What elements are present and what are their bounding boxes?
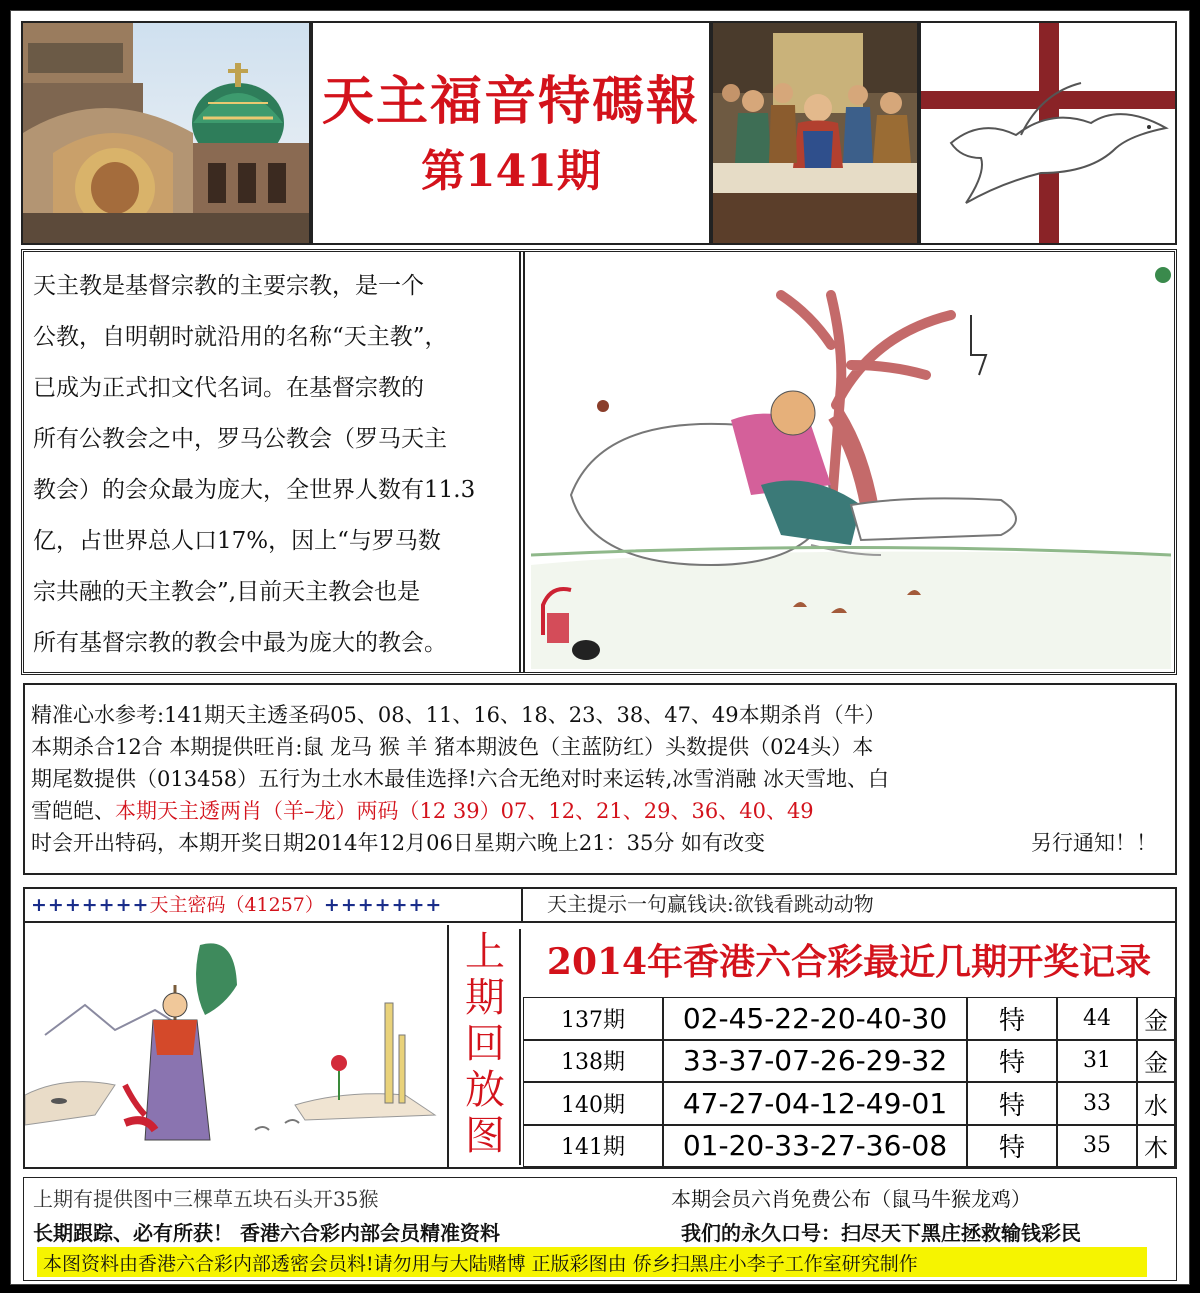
record-special-cell: 31 <box>1057 1040 1137 1083</box>
reference-line-1: 精准心水参考:141期天主透圣码05、08、11、16、18、23、38、47、49本期杀肖（牛） <box>31 703 886 727</box>
record-issue-cell: 141期 <box>523 1125 663 1168</box>
record-special-label-cell: 特 <box>967 997 1057 1040</box>
reference-line-4 <box>31 795 814 827</box>
tip-text: 天主提示一句赢钱诀:欲钱看跳动动物 <box>547 892 874 916</box>
reference-line-4-prefix: 雪皑皑、 <box>31 799 115 823</box>
intro-line: 已成为正式扣文代名词。在基督宗教的 <box>33 375 424 401</box>
secret-plus-right: +++++++ <box>323 894 443 916</box>
vertical-char: 回 <box>465 1021 505 1067</box>
records-table <box>523 997 1175 1167</box>
record-issue-cell: 137期 <box>523 997 663 1040</box>
intro-text <box>33 261 523 671</box>
cross-dove-image <box>919 21 1177 245</box>
intro-line: 天主教是基督宗教的主要宗教，是一个 <box>33 273 424 299</box>
record-element-cell: 水 <box>1137 1082 1175 1125</box>
vertical-char: 图 <box>465 1113 505 1159</box>
newspaper-page <box>10 10 1190 1285</box>
intro-line: 所有公教会之中，罗马公教会（罗马天主 <box>33 426 447 452</box>
footer-line-1-right: 本期会员六肖免费公布（鼠马牛猴龙鸡） <box>671 1187 1031 1211</box>
record-element-cell: 木 <box>1137 1125 1175 1168</box>
record-special-label-cell: 特 <box>967 1125 1057 1168</box>
intro-line: 亿，占世界总人口17%，因上“与罗马数 <box>33 528 441 554</box>
footer-line-1-left: 上期有提供图中三棵草五块石头开35猴 <box>33 1187 379 1211</box>
sleeping-man-illustration <box>531 255 1171 669</box>
last-issue-illustration <box>25 925 449 1167</box>
footer-banner <box>37 1247 1147 1277</box>
vertical-char: 放 <box>465 1067 505 1113</box>
intro-line: 所有基督宗教的教会中最为庞大的教会。 <box>33 630 447 656</box>
secret-code-bar <box>25 889 521 923</box>
record-special-label-cell: 特 <box>967 1040 1057 1083</box>
intro-line: 宗共融的天主教会”,目前天主教会也是 <box>33 579 421 605</box>
secret-plus-left: +++++++ <box>31 894 150 916</box>
record-issue-cell: 140期 <box>523 1082 663 1125</box>
title-panel <box>311 21 711 245</box>
footer-line-2-right: 我们的永久口号：扫尽天下黑庄拯救输钱彩民 <box>681 1221 1081 1245</box>
issue-number: 第141期 <box>421 146 601 197</box>
records-title: 2014年香港六合彩最近几期开奖记录 <box>546 941 1152 983</box>
reference-line-5b: 另行通知！！ <box>1031 831 1157 855</box>
footer-line-2-left: 长期跟踪、必有所获！ 香港六合彩内部会员精准资料 <box>33 1221 500 1245</box>
vertical-char: 上 <box>465 929 505 975</box>
last-supper-image <box>711 21 919 245</box>
record-special-cell: 35 <box>1057 1125 1137 1168</box>
reference-line-3: 期尾数提供（013458）五行为土水木最佳选择!六合无绝对时来运转,冰雪消融 冰天雪地、白 <box>31 767 889 791</box>
record-numbers-cell: 02-45-22-20-40-30 <box>663 997 967 1040</box>
red-prediction-text: 本期天主透两肖（羊–龙）两码（12 39）07、12、21、29、36、40、49 <box>115 799 814 823</box>
record-special-cell: 44 <box>1057 997 1137 1040</box>
secret-code-label: 天主密码（41257） <box>149 894 324 916</box>
reference-line-2: 本期杀合12合 本期提供旺肖:鼠 龙马 猴 羊 猪本期波色（主蓝防红）头数提供（024头）本 <box>31 735 874 759</box>
record-element-cell: 金 <box>1137 1040 1175 1083</box>
tip-bar <box>521 889 1175 923</box>
record-numbers-cell: 33-37-07-26-29-32 <box>663 1040 967 1083</box>
footer-banner-text: 本图资料由香港六合彩内部透密会员料!请勿用与大陆赌博 正版彩图由 侨乡扫黑庄小李子工作室研究制作 <box>43 1253 918 1275</box>
record-numbers-cell: 47-27-04-12-49-01 <box>663 1082 967 1125</box>
newspaper-title: 天主福音特碼報 <box>321 71 700 132</box>
record-special-label-cell: 特 <box>967 1082 1057 1125</box>
reference-line-5a: 时会开出特码，本期开奖日期2014年12月06日星期六晚上21：35分 如有改变 <box>31 831 766 855</box>
record-issue-cell: 138期 <box>523 1040 663 1083</box>
intro-line: 公教，自明朝时就沿用的名称“天主教”， <box>33 324 448 350</box>
record-numbers-cell: 01-20-33-27-36-08 <box>663 1125 967 1168</box>
intro-divider <box>519 251 525 673</box>
intro-line: 教会）的会众最为庞大，全世界人数有11.3 <box>33 477 476 503</box>
record-element-cell: 金 <box>1137 997 1175 1040</box>
record-special-cell: 33 <box>1057 1082 1137 1125</box>
vertical-char: 期 <box>465 975 505 1021</box>
last-issue-vertical-label <box>451 929 521 1165</box>
cathedral-image <box>21 21 311 245</box>
